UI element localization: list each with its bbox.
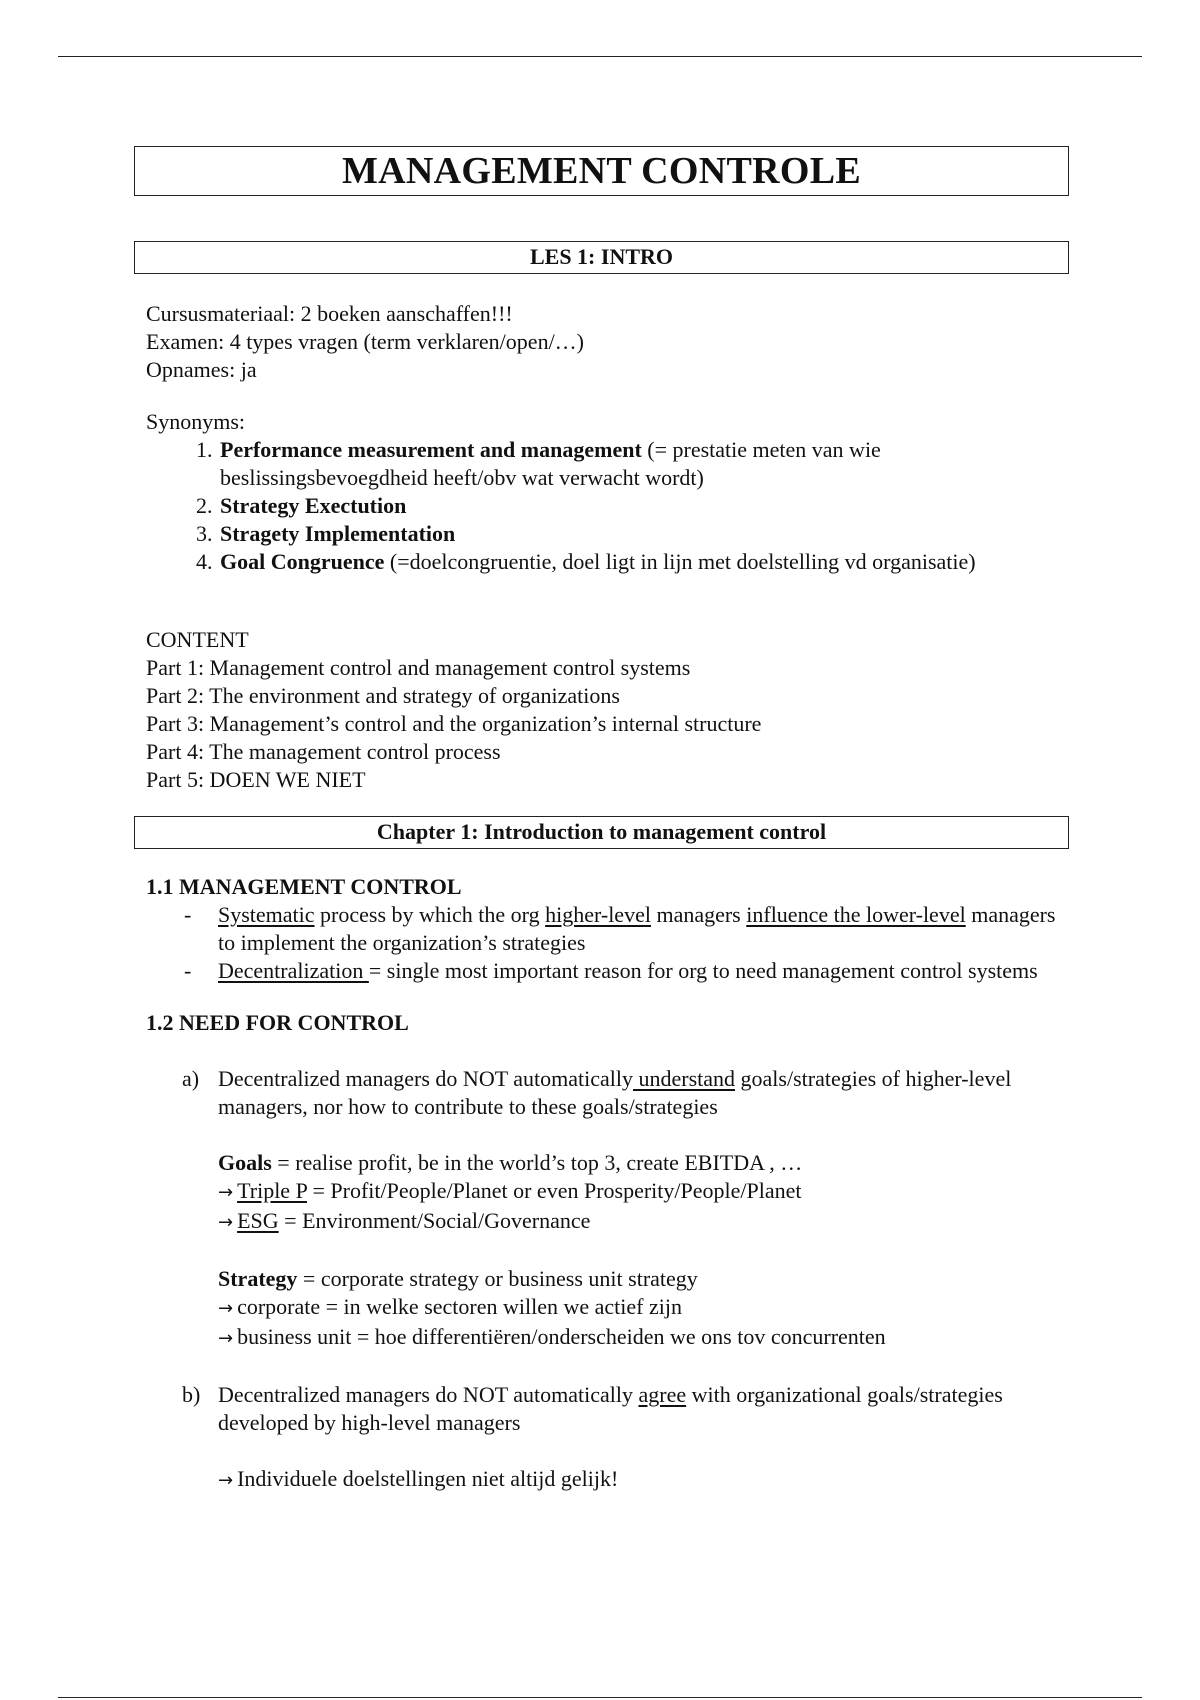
arrow-right-icon: →: [218, 1298, 234, 1319]
recordings-line: Opnames: ja: [146, 357, 257, 382]
synonym-item: [218, 520, 1069, 548]
text: = Environment/Social/Governance: [278, 1208, 591, 1233]
synonym-desc: (= prestatie meten van wie beslissingsbevoegdheid heeft/obv wat verwacht wordt): [220, 437, 881, 490]
text: = realise profit, be in the world’s top 3, create EBITDA , …: [271, 1150, 803, 1175]
note-line: [218, 1465, 1069, 1495]
goals-line: [218, 1149, 1069, 1177]
synonym-term: Performance measurement and management: [220, 437, 642, 462]
goals-block: [146, 1149, 1069, 1237]
synonym-item: [218, 548, 1069, 576]
underlined-term: understand: [632, 1066, 736, 1091]
synonym-item: [218, 492, 1069, 520]
underlined-term: Decentralization: [218, 958, 369, 983]
course-material-line: Cursusmateriaal: 2 boeken aanschaffen!!!: [146, 301, 513, 326]
document-title: MANAGEMENT CONTROLE: [134, 146, 1069, 196]
les1-intro: [134, 300, 1069, 384]
text: Decentralized managers do NOT automatically: [218, 1066, 633, 1091]
triple-p-line: [218, 1177, 1069, 1207]
content-part: Part 2: The environment and strategy of organizations: [146, 683, 620, 708]
strategy-line: [218, 1265, 1069, 1293]
individual-goals-note: [146, 1465, 1069, 1495]
list-marker: b): [182, 1382, 201, 1407]
underlined-term: agree: [638, 1382, 687, 1407]
bullet-item: [146, 957, 1069, 985]
goals-label: Goals: [218, 1150, 272, 1175]
arrow-right-icon: →: [218, 1470, 234, 1491]
section-1-2-title: 1.2 NEED FOR CONTROL: [146, 1010, 409, 1035]
content-label: CONTENT: [146, 627, 249, 652]
text: managers: [650, 902, 747, 927]
document-body: [134, 146, 1069, 1495]
content-part: Part 1: Management control and management control systems: [146, 655, 691, 680]
corporate-line: [218, 1293, 1069, 1323]
synonym-desc: (=doelcongruentie, doel ligt in lijn met doelstelling vd organisatie): [384, 549, 976, 574]
bottom-rule: [58, 1697, 1142, 1698]
exam-line: Examen: 4 types vragen (term verklaren/open/…): [146, 329, 585, 354]
text: Individuele doelstellingen niet altijd gelijk!: [237, 1466, 619, 1491]
need-a: [146, 1065, 1069, 1121]
strategy-block: [146, 1265, 1069, 1353]
text: goals/strategies of higher-level managers, nor how to contribute to these goals/strategies: [218, 1066, 1012, 1119]
content-part: Part 4: The management control process: [146, 739, 501, 764]
esg-line: [218, 1207, 1069, 1237]
section-1-1-title: 1.1 MANAGEMENT CONTROL: [146, 874, 462, 899]
synonyms-section: [134, 408, 1069, 576]
synonym-item: [218, 436, 1069, 492]
section-1-2: [134, 1009, 1069, 1495]
underlined-term: Systematic: [218, 902, 315, 927]
text: = single most important reason for org to need management control systems: [368, 958, 1038, 983]
top-rule: [58, 56, 1142, 57]
text: with organizational goals/strategies developed by high-level managers: [218, 1382, 1003, 1435]
section-1-1-bullets: [146, 901, 1069, 985]
strategy-label: Strategy: [218, 1266, 298, 1291]
underlined-term: influence the lower-level: [746, 902, 966, 927]
synonym-term: Strategy Exectution: [220, 493, 407, 518]
synonyms-list: [146, 436, 1069, 576]
content-part: Part 3: Management’s control and the organization’s internal structure: [146, 711, 762, 736]
underlined-term: higher-level: [545, 902, 651, 927]
synonyms-label: Synonyms:: [146, 409, 246, 434]
arrow-right-icon: →: [218, 1182, 234, 1203]
underlined-term: ESG: [237, 1208, 279, 1233]
text: process by which the org: [314, 902, 546, 927]
business-unit-line: [218, 1323, 1069, 1353]
arrow-right-icon: →: [218, 1212, 234, 1233]
synonym-term: Goal Congruence: [220, 549, 385, 574]
chapter1-heading: Chapter 1: Introduction to management control: [134, 816, 1069, 849]
list-marker: a): [182, 1066, 200, 1091]
text: Decentralized managers do NOT automatically: [218, 1382, 639, 1407]
need-b: [146, 1381, 1069, 1437]
text: corporate = in welke sectoren willen we actief zijn: [237, 1294, 682, 1319]
underlined-term: Triple P: [237, 1178, 307, 1203]
bullet-item: [146, 901, 1069, 957]
les1-heading: LES 1: INTRO: [134, 241, 1069, 274]
text: business unit = hoe differentiëren/onderscheiden we ons tov concurrenten: [237, 1324, 886, 1349]
section-1-1: [134, 873, 1069, 985]
content-section: [134, 626, 1069, 794]
arrow-right-icon: →: [218, 1328, 234, 1349]
content-part: Part 5: DOEN WE NIET: [146, 767, 366, 792]
synonym-term: Stragety Implementation: [220, 521, 456, 546]
text: = corporate strategy or business unit strategy: [297, 1266, 698, 1291]
text: = Profit/People/Planet or even Prosperity/People/Planet: [307, 1178, 802, 1203]
text: managers to implement the organization’s strategies: [218, 902, 1056, 955]
